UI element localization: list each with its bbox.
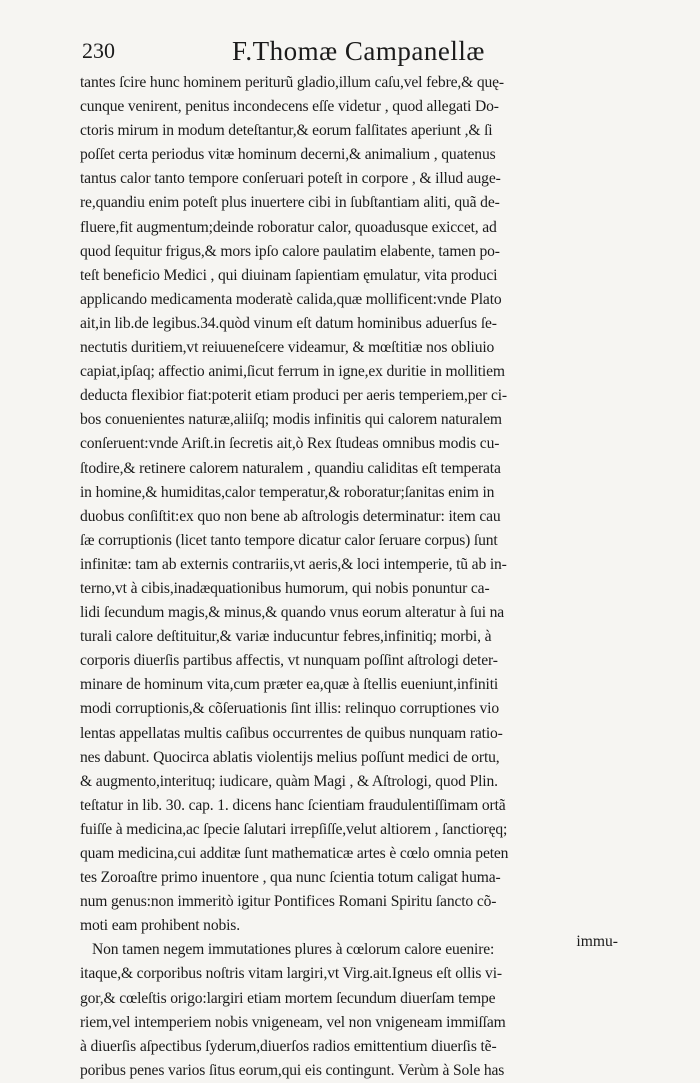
text-line: tantus calor tanto tempore conſeruari poteſt in corpore , & illud auge- [80, 170, 501, 188]
text-line: corporis diuerſis partibus affectis, vt nunquam poſſint aſtrologi deter- [80, 652, 498, 670]
text-line: num genus:non immeritò igitur Pontifices Romani Spiritu ſancto cõ- [80, 893, 497, 911]
text-line: duobus conſiſtit:ex quo non bene ab aſtrologis determinatur: item cau [80, 507, 501, 525]
running-head [82, 36, 622, 68]
text-line: poribus penes varios ſitus eorum,qui eis contingunt. Verùm à Sole has [80, 1061, 505, 1079]
catchword: immu- [576, 933, 618, 950]
text-line: infinitæ: tam ab externis contrariis,vt aeris,& loci intemperie, tũ ab in- [80, 555, 507, 573]
text-line: cunque venirent, penitus incondecens eſſe videtur , quod allegati Do- [80, 98, 499, 116]
text-line: lidi ſecundum magis,& minus,& quando vnus eorum alteratur à ſui na [80, 604, 505, 622]
text-line: itaque,& corporibus noſtris vitam largiri,vt Virg.ait.Igneus eſt ollis vi- [80, 965, 502, 983]
text-line: ctoris mirum in modum deteſtantur,& eorum falſitates aperiunt ,& ſi [80, 122, 493, 140]
text-line: gor,& cœleſtis origo:largiri etiam mortem ſecundum diuerſam tempe [80, 989, 496, 1007]
text-line: fuiſſe à medicina,ac ſpecie ſalutari irrepſiſſe,velut altiorem , ſanctioręq; [80, 820, 508, 838]
text-line: moti eam prohibent nobis. [80, 917, 240, 935]
text-line: tes Zoroaſtre primo inuentore , qua nunc ſcientia totum caligat huma- [80, 869, 501, 887]
text-line: quod ſequitur frigus,& mors ipſo calore paulatim elabente, tamen po- [80, 242, 500, 260]
text-line: nectutis duritiem,vt reiuueneſcere videamur, & mœſtitiæ nos obliuio [80, 339, 495, 357]
text-line: re,quandiu enim poteſt plus inuertere cibi in ſubſtantiam aliti, quã de- [80, 194, 500, 212]
text-line: conſeruent:vnde Ariſt.in ſecretis ait,ò Rex ſtudeas omnibus modis cu- [80, 435, 500, 453]
text-line: à diuerſis aſpectibus ſyderum,diuerſos radios emittentium diuerſis tẽ- [80, 1037, 497, 1055]
text-line: fluere,fit augmentum;deinde roboratur calor, quoadusque exiccet, ad [80, 218, 497, 236]
text-line: & augmento,interituq; iudicare, quàm Magi , & Aſtrologi, quod Plin. [80, 772, 498, 790]
text-line: minare de hominum vita,cum præter ea,quæ à ſtellis eueniunt,infiniti [80, 676, 499, 694]
text-line: turali calore deſtituitur,& variæ inducuntur febres,infinitiq; morbi, à [80, 628, 492, 646]
text-line: applicando medicamenta moderatè calida,quæ mollificent:vnde Plato [80, 290, 502, 308]
text-line: lentas appellatas multis caſibus occurrentes de quibus nunquam ratio- [80, 724, 503, 742]
text-line: in homine,& humiditas,calor temperatur,& roboratur;ſanitas enim in [80, 483, 495, 501]
text-line: deducta flexibior fiat:poterit etiam produci per aeris temperiem,per ci- [80, 387, 507, 405]
text-line: ſtodire,& retinere calorem naturalem , quandiu caliditas eſt temperata [80, 459, 501, 477]
text-line: tantes ſcire hunc hominem periturũ gladio,illum caſu,vel febre,& quę- [80, 74, 504, 91]
paragraph-start-line: Non tamen negem immutationes plures à cœlorum calore euenire: [92, 941, 495, 959]
text-line: nes dabunt. Quocirca ablatis violentijs melius poſſunt medici de ortu, [80, 748, 500, 766]
text-line: quam medicina,cui additæ ſunt mathematicæ artes è cœlo omnia peten [80, 845, 509, 862]
text-line: capiat,ipſaq; affectio animi,ſicut ferrum in igne,ex duritie in mollitiem [80, 363, 505, 381]
text-line: teſtatur in lib. 30. cap. 1. dicens hanc ſcientiam fraudulentiſſimam ortã [80, 796, 506, 814]
text-line: bos conuenientes naturæ,aliiſq; modis infinitis qui calorem naturalem [80, 411, 502, 429]
text-line: terno,vt à cibis,inadæquationibus humorum, qui nobis ponuntur ca- [80, 579, 490, 597]
text-line: teſt beneficio Medici , qui diuinam ſapientiam ęmulatur, vita produci [80, 266, 498, 284]
page-number: 230 [82, 38, 115, 63]
text-line: ſæ corruptionis (licet tanto tempore dicatur calor ſeruare corpus) ſunt [80, 531, 498, 549]
text-line: poſſet certa periodus vitæ hominum decerni,& animalium , quatenus [80, 146, 496, 164]
text-line: ait,in lib.de legibus.34.quòd vinum eſt datum hominibus aduerſus ſe- [80, 314, 497, 332]
running-title: F.Thomæ Campanellæ [232, 36, 485, 66]
text-line: modi corruptionis,& cõſeruationis ſint illis: relinquo corruptiones vio [80, 700, 499, 718]
body-text [80, 71, 620, 1083]
text-line: riem,vel intemperiem nobis vnigeneam, vel non vnigeneam immiſſam [80, 1013, 506, 1031]
